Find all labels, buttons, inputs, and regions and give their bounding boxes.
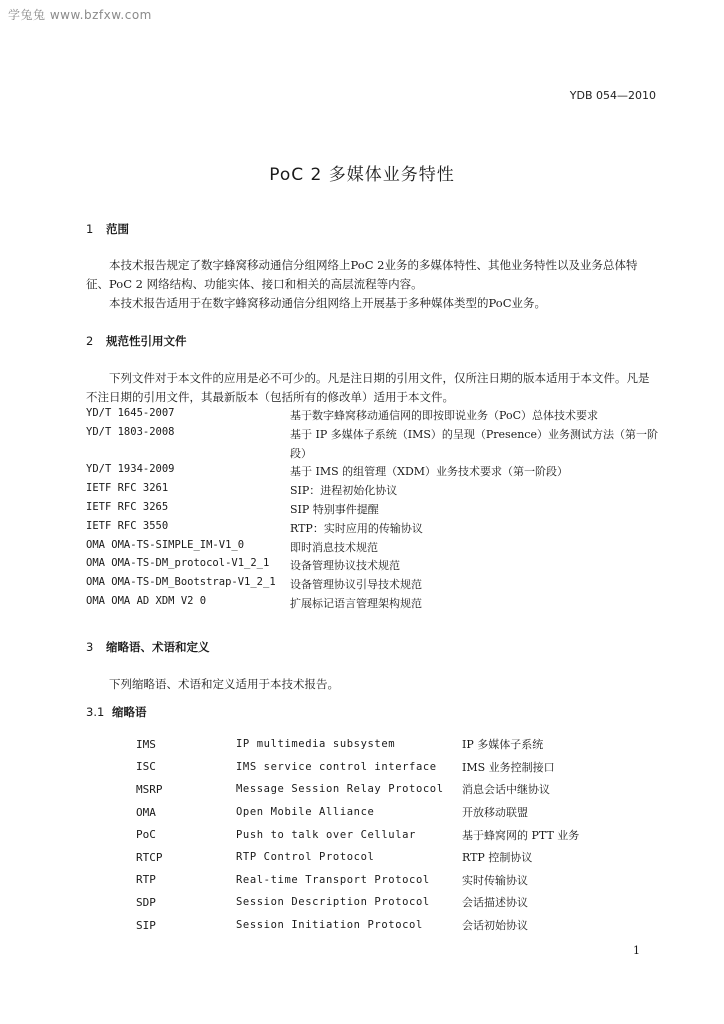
abbreviation-full: Push to talk over Cellular — [236, 828, 416, 841]
reference-code: OMA OMA-TS-SIMPLE_IM-V1_0 — [86, 538, 245, 551]
reference-title: 基于 IMS 的组管理（XDM）业务技术要求（第一阶段） — [290, 465, 569, 479]
section-title: 缩略语 — [112, 705, 147, 719]
abbreviation-chinese: 开放移动联盟 — [462, 806, 528, 820]
watermark: 学兔兔 www.bzfxw.com — [8, 8, 152, 22]
section-2-heading — [86, 333, 187, 349]
reference-title: 基于 IP 多媒体子系统（IMS）的呈现（Presence）业务测试方法（第一阶段） — [290, 427, 658, 460]
section-number: 2 — [86, 334, 94, 348]
document-title: PoC 2 多媒体业务特性 — [269, 165, 455, 185]
abbreviation-full: RTP Control Protocol — [236, 851, 375, 864]
abbreviation: OMA — [136, 805, 156, 819]
section-number: 3 — [86, 640, 94, 654]
standard-code: YDB 054—2010 — [569, 89, 656, 102]
section-1-heading — [86, 221, 129, 237]
reference-row — [86, 482, 666, 501]
abbreviation-chinese: 会话初始协议 — [462, 919, 528, 933]
abbreviation-row — [136, 914, 622, 937]
abbreviation-row — [136, 733, 622, 756]
section-number: 3.1 — [86, 705, 105, 719]
abbreviation-full: Session Initiation Protocol — [236, 919, 423, 932]
reference-row — [86, 595, 666, 614]
abbreviation-row — [136, 846, 622, 869]
reference-title: RTP：实时应用的传输协议 — [290, 521, 423, 535]
scope-paragraph-2: 本技术报告适用于在数字蜂窝移动通信分组网络上开展基于多种媒体类型的PoC业务。 — [109, 296, 546, 310]
abbreviation-full: IMS service control interface — [236, 760, 437, 773]
reference-list — [86, 407, 666, 614]
reference-row — [86, 463, 666, 482]
section-title: 规范性引用文件 — [106, 334, 187, 348]
section-3-heading — [86, 639, 210, 655]
reference-code: IETF RFC 3550 — [86, 519, 169, 532]
abbreviation-full: IP multimedia subsystem — [236, 738, 396, 751]
abbreviation-full: Session Description Protocol — [236, 896, 430, 909]
reference-code: OMA OMA AD XDM V2 0 — [86, 594, 207, 607]
abbreviation-chinese: 会话描述协议 — [462, 896, 528, 910]
abbreviation: SIP — [136, 918, 156, 932]
abbreviation: SDP — [136, 895, 156, 909]
section-title: 范围 — [106, 222, 129, 236]
reference-code: OMA OMA-TS-DM_Bootstrap-V1_2_1 — [86, 576, 276, 589]
abbreviation-table — [136, 733, 622, 936]
reference-code: YD/T 1645-2007 — [86, 407, 175, 419]
section-number: 1 — [86, 222, 94, 236]
reference-title: 扩展标记语言管理架构规范 — [290, 596, 422, 610]
abbreviation: IMS — [136, 737, 156, 751]
abbreviation-chinese: 基于蜂窝网的 PTT 业务 — [462, 828, 580, 842]
reference-title: 即时消息技术规范 — [290, 540, 378, 554]
abbreviation: ISC — [136, 760, 156, 774]
reference-row — [86, 501, 666, 520]
reference-row — [86, 576, 666, 595]
abbreviation-full: Open Mobile Alliance — [236, 806, 375, 819]
abbreviation-full: Real-time Transport Protocol — [236, 873, 430, 886]
abbreviation-row — [136, 891, 622, 914]
abbreviation-row — [136, 756, 622, 779]
abbreviation-row — [136, 801, 622, 824]
reference-title: SIP：进程初始化协议 — [290, 484, 398, 498]
reference-title: 基于数字蜂窝移动通信网的即按即说业务（PoC）总体技术要求 — [290, 409, 598, 422]
abbreviation: MSRP — [136, 782, 163, 796]
reference-title: 设备管理协议技术规范 — [290, 559, 400, 573]
abbreviation-chinese: RTP 控制协议 — [462, 851, 533, 865]
abbreviation: RTCP — [136, 850, 163, 864]
section-title: 缩略语、术语和定义 — [106, 640, 210, 654]
abbreviation-chinese: 消息会话中继协议 — [462, 783, 550, 797]
reference-code: YD/T 1934-2009 — [86, 463, 175, 476]
abbreviation: PoC — [136, 828, 156, 842]
reference-row — [86, 520, 666, 539]
abbreviation-chinese: IMS 业务控制接口 — [462, 760, 555, 774]
abbreviation-row — [136, 869, 622, 892]
reference-row — [86, 539, 666, 558]
reference-row — [86, 557, 666, 576]
reference-code: IETF RFC 3265 — [86, 500, 169, 513]
reference-code: YD/T 1803-2008 — [86, 425, 175, 438]
abbreviation-row — [136, 778, 622, 801]
abbreviation: RTP — [136, 873, 156, 887]
normative-intro: 下列文件对于本文件的应用是必不可少的。凡是注日期的引用文件，仅所注日期的版本适用于本文件。凡是不注日期的引用文件，其最新版本（包括所有的修改单）适用于本文件。 — [86, 371, 650, 404]
reference-row — [86, 426, 666, 464]
reference-code: OMA OMA-TS-DM_protocol-V1_2_1 — [86, 557, 270, 570]
reference-title: 设备管理协议引导技术规范 — [290, 578, 422, 592]
section-3-1-heading — [86, 704, 147, 720]
abbreviation-chinese: IP 多媒体子系统 — [462, 738, 544, 752]
reference-title: SIP 特别事件提醒 — [290, 502, 379, 516]
abbreviation-chinese: 实时传输协议 — [462, 873, 528, 887]
scope-paragraph-1: 本技术报告规定了数字蜂窝移动通信分组网络上PoC 2业务的多媒体特性、其他业务特性以及业务总体特征、PoC 2 网络结构、功能实体、接口和相关的高层流程等内容。 — [86, 258, 638, 291]
abbreviation-full: Message Session Relay Protocol — [236, 783, 444, 796]
definitions-intro: 下列缩略语、术语和定义适用于本技术报告。 — [109, 677, 339, 691]
reference-code: IETF RFC 3261 — [86, 482, 169, 495]
page-number: 1 — [633, 944, 640, 957]
abbreviation-row — [136, 823, 622, 846]
reference-row — [86, 407, 666, 426]
